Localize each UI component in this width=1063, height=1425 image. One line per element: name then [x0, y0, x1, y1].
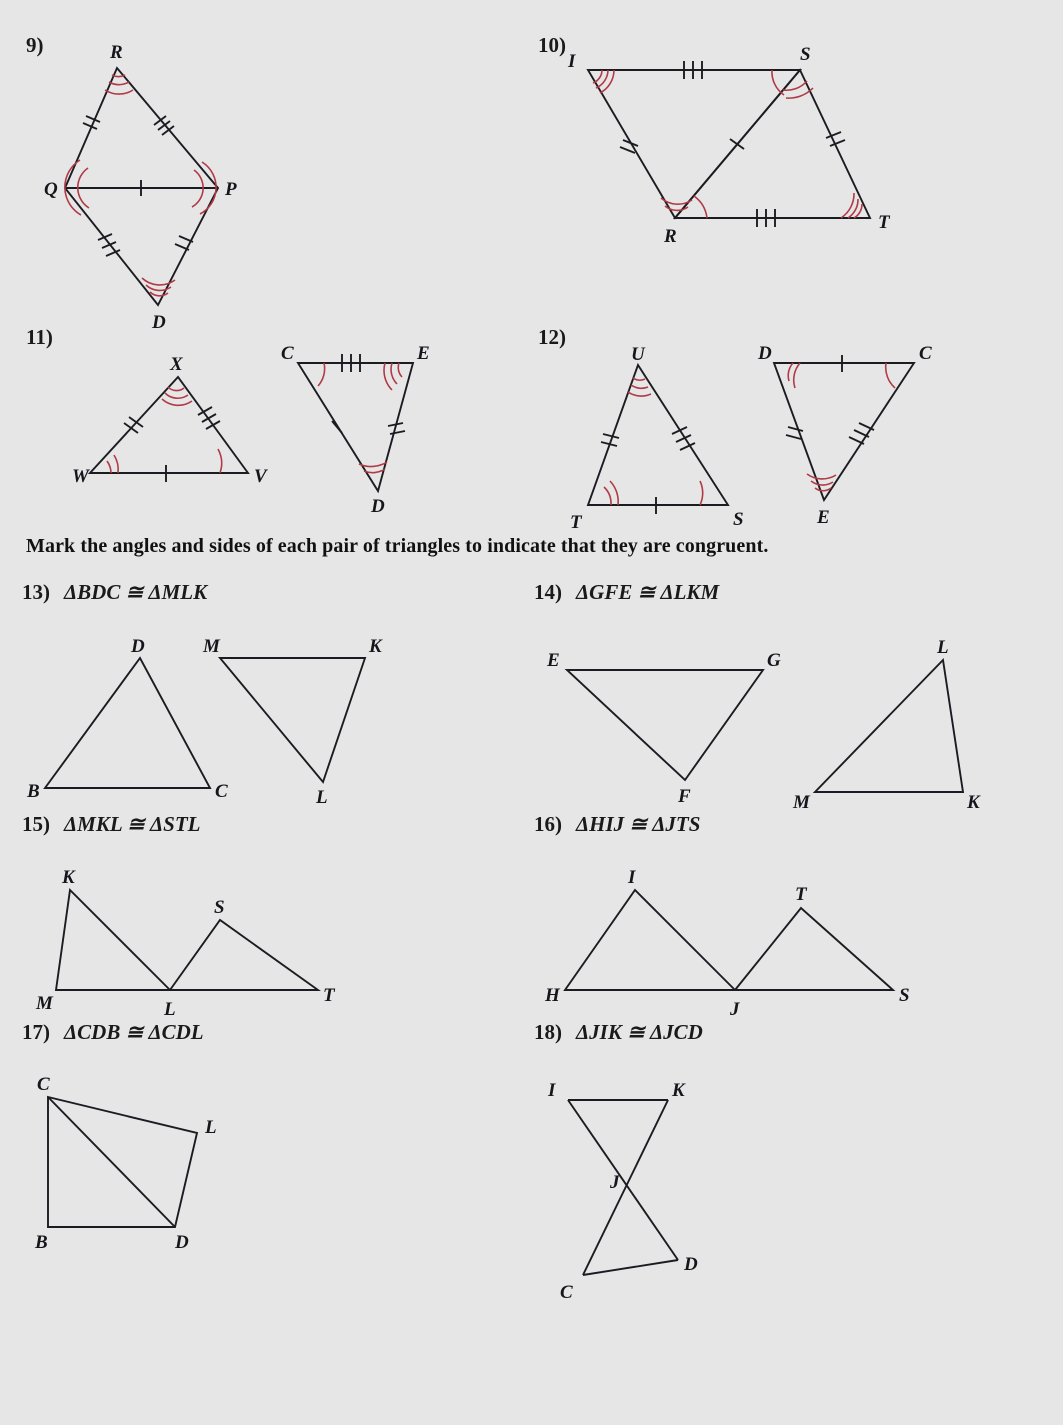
- vertex-label-C: C: [281, 343, 294, 364]
- figure-problem-11-left: [72, 354, 270, 500]
- vertex-label-L: L: [937, 637, 949, 658]
- vertex-label-P: P: [225, 179, 237, 200]
- side-mark-QR: [83, 116, 100, 129]
- vertex-label-M: M: [793, 792, 810, 813]
- vertex-label-V: V: [254, 466, 267, 487]
- angle-mark-S: [700, 481, 703, 505]
- vertex-label-I: I: [568, 51, 576, 72]
- vertex-label-W: W: [72, 466, 89, 487]
- vertex-label-K: K: [672, 1080, 685, 1101]
- vertex-label-K: K: [967, 792, 980, 813]
- side-mark-RS: [730, 139, 744, 149]
- vertex-label-Q: Q: [44, 179, 58, 200]
- figure-problem-14: [545, 637, 985, 813]
- vertex-label-T: T: [795, 884, 807, 905]
- angle-mark-U: [628, 392, 651, 396]
- vertex-label-S: S: [800, 44, 811, 65]
- vertex-label-S: S: [214, 897, 225, 918]
- vertex-label-S: S: [899, 985, 910, 1006]
- angle-mark-W: [114, 455, 118, 473]
- vertex-label-E: E: [547, 650, 560, 671]
- problem-statement-17: ΔCDB ≅ ΔCDL: [64, 1020, 204, 1044]
- vertex-label-L: L: [164, 999, 176, 1020]
- problem-number-16: 16): [534, 812, 562, 836]
- vertex-label-B: B: [27, 781, 40, 802]
- problem-number-10: 10): [538, 33, 566, 57]
- problem-statement-14: ΔGFE ≅ ΔLKM: [576, 580, 720, 604]
- angle-mark-D: [794, 363, 800, 388]
- vertex-label-L: L: [205, 1117, 217, 1138]
- angle-mark-V: [218, 449, 222, 473]
- angle-mark-D: [359, 462, 387, 467]
- figure-problem-16: [545, 867, 910, 1020]
- vertex-label-C: C: [919, 343, 932, 364]
- side-mark-TU: [601, 434, 619, 446]
- figure-problem-17: [35, 1075, 235, 1265]
- figure-problem-10: [560, 44, 890, 248]
- vertex-label-D: D: [152, 312, 166, 333]
- problem-number-11: 11): [26, 325, 53, 349]
- angle-mark-C: [318, 363, 325, 386]
- vertex-label-D: D: [131, 636, 145, 657]
- vertex-label-J: J: [610, 1172, 620, 1193]
- vertex-label-R: R: [664, 226, 677, 247]
- vertex-label-I: I: [548, 1080, 556, 1101]
- vertex-label-J: J: [730, 999, 740, 1020]
- problem-number-17: 17): [22, 1020, 50, 1044]
- vertex-label-D: D: [684, 1254, 698, 1275]
- problem-statement-13: ΔBDC ≅ ΔMLK: [64, 580, 208, 604]
- vertex-label-B: B: [35, 1232, 48, 1253]
- vertex-label-D: D: [175, 1232, 189, 1253]
- side-mark-CE: [849, 423, 874, 444]
- side-mark-ED: [388, 423, 405, 434]
- figure-problem-12-left: [570, 344, 744, 533]
- vertex-label-M: M: [36, 993, 53, 1014]
- vertex-label-G: G: [767, 650, 781, 671]
- figure-problem-9: [40, 40, 270, 333]
- angle-mark-R-right: [694, 196, 707, 218]
- figure-problem-13: [27, 636, 385, 808]
- problem-statement-18: ΔJIK ≅ ΔJCD: [576, 1020, 703, 1044]
- vertex-label-S: S: [733, 509, 744, 530]
- figure-problem-18: [548, 1078, 768, 1318]
- vertex-label-T: T: [570, 512, 582, 533]
- vertex-label-D: D: [758, 343, 772, 364]
- vertex-label-T: T: [323, 985, 335, 1006]
- vertex-label-H: H: [545, 985, 560, 1006]
- angle-mark-E: [807, 474, 836, 479]
- figure-problem-11-right: [281, 343, 445, 517]
- problem-number-15: 15): [22, 812, 50, 836]
- problem-statement-15: ΔMKL ≅ ΔSTL: [64, 812, 201, 836]
- problem-statement-16: ΔHIJ ≅ ΔJTS: [576, 812, 701, 836]
- angle-mark-C: [886, 363, 895, 388]
- problem-number-18: 18): [534, 1020, 562, 1044]
- problem-number-9: 9): [26, 33, 44, 57]
- vertex-label-M: M: [203, 636, 220, 657]
- figure-problem-15: [36, 867, 338, 1020]
- vertex-label-T: T: [878, 212, 890, 233]
- vertex-label-E: E: [817, 507, 830, 528]
- vertex-label-I: I: [628, 867, 636, 888]
- vertex-label-X: X: [170, 354, 183, 375]
- instruction-text: Mark the angles and sides of each pair of triangles to indicate that they are congruent.: [26, 535, 769, 557]
- angle-mark-X: [162, 399, 192, 405]
- vertex-label-K: K: [62, 867, 75, 888]
- vertex-label-C: C: [37, 1074, 50, 1095]
- vertex-label-C: C: [215, 781, 228, 802]
- vertex-label-R: R: [110, 42, 123, 63]
- vertex-label-L: L: [316, 787, 328, 808]
- problem-number-14: 14): [534, 580, 562, 604]
- vertex-label-U: U: [631, 344, 645, 365]
- side-mark-ST: [826, 132, 845, 146]
- figure-problem-12-right: [758, 343, 932, 528]
- vertex-label-K: K: [369, 636, 382, 657]
- problem-number-12: 12): [538, 325, 566, 349]
- problem-number-13: 13): [22, 580, 50, 604]
- vertex-label-E: E: [417, 343, 430, 364]
- side-mark-CD: [332, 421, 342, 433]
- vertex-label-C: C: [560, 1282, 573, 1303]
- angle-mark-R: [105, 90, 133, 94]
- vertex-label-D: D: [371, 496, 385, 517]
- vertex-label-F: F: [678, 786, 691, 807]
